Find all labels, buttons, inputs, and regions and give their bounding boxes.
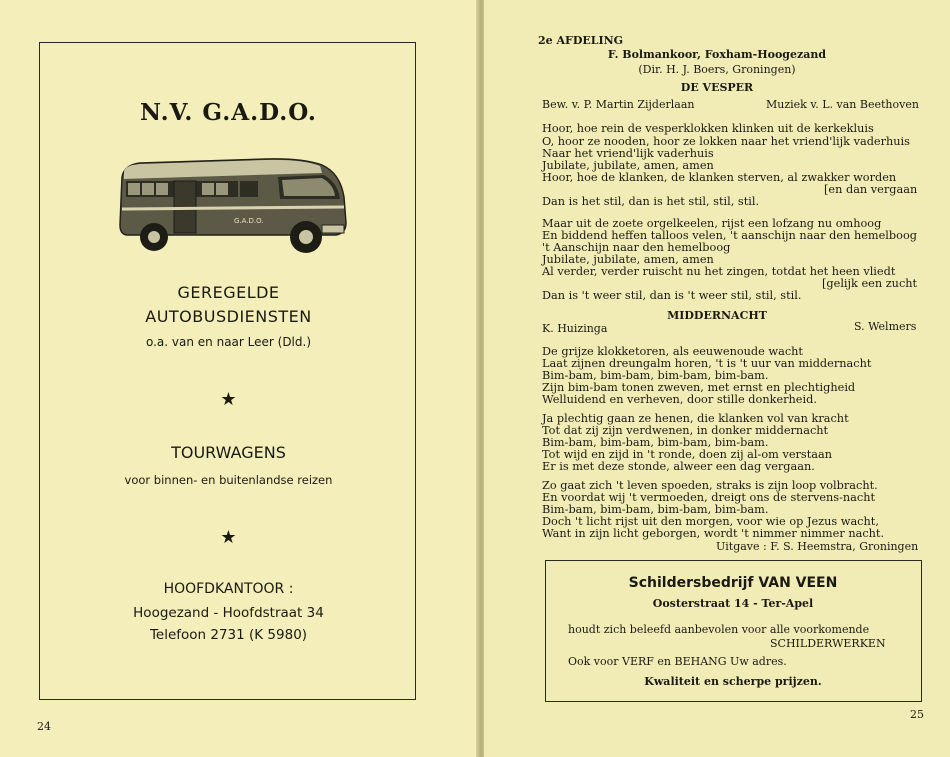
ad-text: Ook voor VERF en BEHANG Uw adres. (568, 655, 787, 668)
star-icon: ★ (220, 389, 237, 410)
hq-phone: Telefoon 2731 (K 5980) (149, 627, 308, 643)
song-title: MIDDERNACHT (667, 309, 767, 322)
song-title: DE VESPER (680, 81, 754, 94)
lyric-line: Jubilate, jubilate, amen, amen (542, 159, 714, 172)
lyric-line: Want in zijn licht geborgen, wordt 't nimmer nimmer nacht. (542, 527, 885, 540)
song-composer: S. Welmers (854, 320, 917, 333)
lyric-line: Laat zijnen dreungalm horen, 't is 't uur van middernacht (542, 357, 872, 370)
song-arranger: Bew. v. P. Martin Zijderlaan (542, 98, 695, 111)
song-author: K. Huizinga (542, 322, 608, 335)
services-title-line2: AUTOBUSDIENSTEN (145, 307, 312, 326)
lyric-line: Tot wijd en zijd in 't ronde, doen zij al-om verstaan (542, 448, 832, 461)
lyric-line: O, hoor ze nooden, hoor ze lokken naar het vriend'lijk vaderhuis (542, 135, 910, 148)
ad-slogan: Kwaliteit en scherpe prijzen. (644, 675, 822, 688)
lyric-line: Zo gaat zich 't leven spoeden, straks is zijn loop volbracht. (542, 479, 878, 492)
gado-advertisement (39, 42, 416, 700)
lyric-line: En biddend heffen talloos velen, 't aanschijn naar den hemelboog (542, 229, 917, 242)
ad-text: houdt zich beleefd aanbevolen voor alle voorkomende (568, 623, 870, 636)
song-composer: Muziek v. L. van Beethoven (766, 98, 919, 111)
lyric-line: Welluidend en verheven, door stille donkerheid. (542, 393, 817, 406)
lyric-line: Maar uit de zoete orgelkeelen, rijst een lofzang nu omhoog (542, 217, 882, 230)
lyric-line-continuation: [en dan vergaan (824, 183, 918, 196)
choir-name: F. Bolmankoor, Foxham-Hoogezand (607, 48, 827, 61)
ad-business-name: Schildersbedrijf VAN VEEN (628, 575, 838, 591)
lyric-line: Zijn bim-bam tonen zweven, met ernst en plechtigheid (542, 381, 856, 394)
lyric-line: Jubilate, jubilate, amen, amen (542, 253, 714, 266)
lyric-line: Er is met deze stonde, alweer een dag vergaan. (542, 460, 815, 473)
company-name: N.V. G.A.D.O. (140, 99, 317, 126)
lyric-line: De grijze klokketoren, als eeuwenoude wacht (542, 345, 803, 358)
star-icon: ★ (220, 527, 237, 548)
services-title-line1: GEREGELDE (177, 283, 280, 302)
lyric-line: Doch 't licht rijst uit den morgen, voor wie op Jezus wacht, (542, 515, 879, 528)
hq-title: HOOFDKANTOOR : (163, 581, 294, 597)
lyric-line: Bim-bam, bim-bam, bim-bam, bim-bam. (542, 503, 769, 516)
lyric-line: Tot dat zij zijn verdwenen, in donker middernacht (542, 424, 829, 437)
lyric-line: En voordat wij 't vermoeden, dreigt ons de stervens-nacht (542, 491, 876, 504)
bus-illustration (116, 149, 348, 259)
van-veen-advertisement (545, 560, 922, 702)
lyric-line-continuation: [gelijk een zucht (822, 277, 918, 290)
lyric-line: Dan is het stil, dan is het stil, stil, stil. (542, 195, 760, 208)
lyric-line: 't Aanschijn naar den hemelboog (542, 241, 731, 254)
lyric-line: Al verder, verder ruischt nu het zingen, totdat het heen vliedt (542, 265, 896, 278)
ad-text: SCHILDERWERKEN (770, 637, 886, 650)
page-number-right: 25 (910, 708, 924, 721)
lyric-line: Naar het vriend'lijk vaderhuis (542, 147, 714, 160)
section-heading: 2e AFDELING (538, 34, 624, 47)
page-number-left: 24 (37, 720, 51, 733)
hq-address: Hoogezand - Hoofdstraat 34 (133, 605, 324, 621)
lyric-line: Dan is 't weer stil, dan is 't weer stil, stil, stil. (542, 289, 802, 302)
lyric-line: Hoor, hoe de klanken, de klanken sterven, al zwakker worden (542, 171, 897, 184)
bus-logo-text: G.A.D.O. (234, 217, 264, 225)
ad-address: Oosterstraat 14 - Ter-Apel (652, 597, 814, 610)
tours-title: TOURWAGENS (171, 443, 286, 462)
lyric-line: Hoor, hoe rein de vesperklokken klinken uit de kerkekluis (542, 122, 874, 135)
publisher-credit: Uitgave : F. S. Heemstra, Groningen (716, 540, 919, 553)
choir-director: (Dir. H. J. Boers, Groningen) (638, 63, 796, 76)
lyric-line: Ja plechtig gaan ze henen, die klanken vol van kracht (542, 412, 849, 425)
lyric-line: Bim-bam, bim-bam, bim-bam, bim-bam. (542, 436, 769, 449)
lyric-line: Bim-bam, bim-bam, bim-bam, bim-bam. (542, 369, 769, 382)
tours-subtitle: voor binnen- en buitenlandse reizen (124, 473, 333, 487)
services-subtitle: o.a. van en naar Leer (Dld.) (145, 335, 312, 349)
right-page (484, 0, 950, 757)
